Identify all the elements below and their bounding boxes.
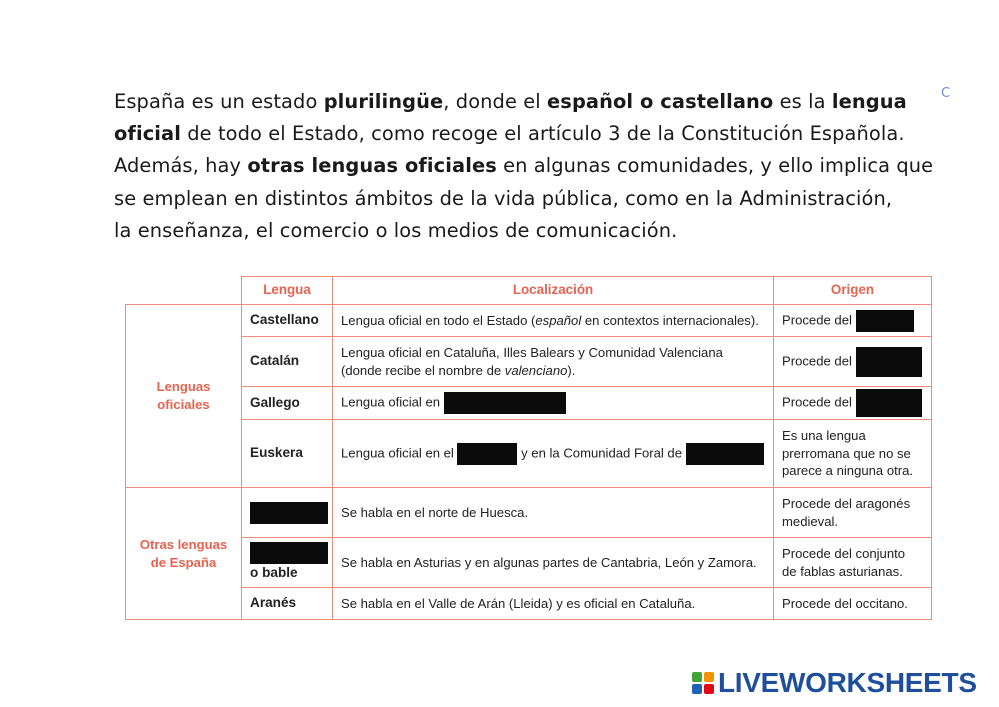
table-row	[126, 588, 932, 620]
localizacion-cell: Se habla en el Valle de Arán (Lleida) y es oficial en Cataluña.	[333, 588, 774, 620]
origen-cell: Procede del	[774, 337, 932, 387]
intro-paragraph	[114, 86, 954, 247]
answer-blank-origen-gallego[interactable]	[856, 389, 922, 417]
localizacion-cell: Se habla en el norte de Huesca.	[333, 488, 774, 538]
header-localizacion: Localización	[333, 277, 774, 305]
lengua-cell	[242, 488, 333, 538]
table-row	[126, 488, 932, 538]
intro-line-3: Además, hay otras lenguas oficiales en algunas comunidades, y ello implica que	[114, 154, 934, 178]
table-header-row	[126, 277, 932, 305]
origen-cell: Procede del conjunto de fablas asturianas.	[774, 538, 932, 588]
table-row	[126, 337, 932, 387]
answer-blank-origen-catalan[interactable]	[856, 347, 922, 377]
brand-name: LIVEWORKSHEETS	[718, 667, 977, 698]
corner-mark: C	[941, 86, 951, 101]
liveworksheets-logo-icon	[692, 672, 714, 694]
header-empty-cell	[126, 277, 242, 305]
localizacion-cell: Lengua oficial en Cataluña, Illes Balears y Comunidad Valenciana (donde recibe el nombre de valenciano).	[333, 337, 774, 387]
group-otras-lenguas: Otras lenguas de España	[126, 488, 242, 620]
answer-blank-lengua-huesca[interactable]	[250, 502, 328, 524]
lengua-cell: Castellano	[242, 305, 333, 337]
header-lengua: Lengua	[242, 277, 333, 305]
table-row	[126, 538, 932, 588]
group-lenguas-oficiales: Lenguas oficiales	[126, 305, 242, 488]
table-row	[126, 420, 932, 488]
localizacion-cell: Lengua oficial en el y en la Comunidad Foral de	[333, 420, 774, 488]
lengua-cell: Catalán	[242, 337, 333, 387]
localizacion-cell: Lengua oficial en	[333, 387, 774, 420]
logo-tile	[704, 672, 714, 682]
languages-table	[125, 276, 932, 620]
table-row	[126, 387, 932, 420]
origen-cell: Procede del aragonés medieval.	[774, 488, 932, 538]
origen-cell: Es una lengua prerromana que no se parece a ninguna otra.	[774, 420, 932, 488]
answer-blank-euskera-region[interactable]	[457, 443, 517, 465]
origen-cell: Procede del occitano.	[774, 588, 932, 620]
answer-blank-localizacion-gallego[interactable]	[444, 392, 566, 414]
intro-line-2: oficial de todo el Estado, como recoge el artículo 3 de la Constitución Española.	[114, 122, 905, 146]
lengua-cell: Aranés	[242, 588, 333, 620]
header-origen: Origen	[774, 277, 932, 305]
intro-line-1: España es un estado plurilingüe, donde el español o castellano es la lengua	[114, 90, 907, 113]
liveworksheets-brand[interactable]	[692, 668, 977, 698]
answer-blank-euskera-foral[interactable]	[686, 443, 764, 465]
intro-line-5: la enseñanza, el comercio o los medios de comunicación.	[114, 218, 678, 242]
lengua-cell: o bable	[242, 538, 333, 588]
localizacion-cell: Se habla en Asturias y en algunas partes de Cantabria, León y Zamora.	[333, 538, 774, 588]
logo-tile	[692, 684, 702, 694]
lengua-cell: Gallego	[242, 387, 333, 420]
table-row	[126, 305, 932, 337]
logo-tile	[692, 672, 702, 682]
lengua-cell: Euskera	[242, 420, 333, 488]
localizacion-cell: Lengua oficial en todo el Estado (español en contextos internacionales).	[333, 305, 774, 337]
answer-blank-lengua-asturias[interactable]	[250, 542, 328, 564]
origen-cell: Procede del	[774, 305, 932, 337]
logo-tile	[704, 684, 714, 694]
origen-cell: Procede del	[774, 387, 932, 420]
answer-blank-origen-castellano[interactable]	[856, 310, 914, 332]
intro-line-4: se emplean en distintos ámbitos de la vida pública, como en la Administración,	[114, 186, 893, 210]
